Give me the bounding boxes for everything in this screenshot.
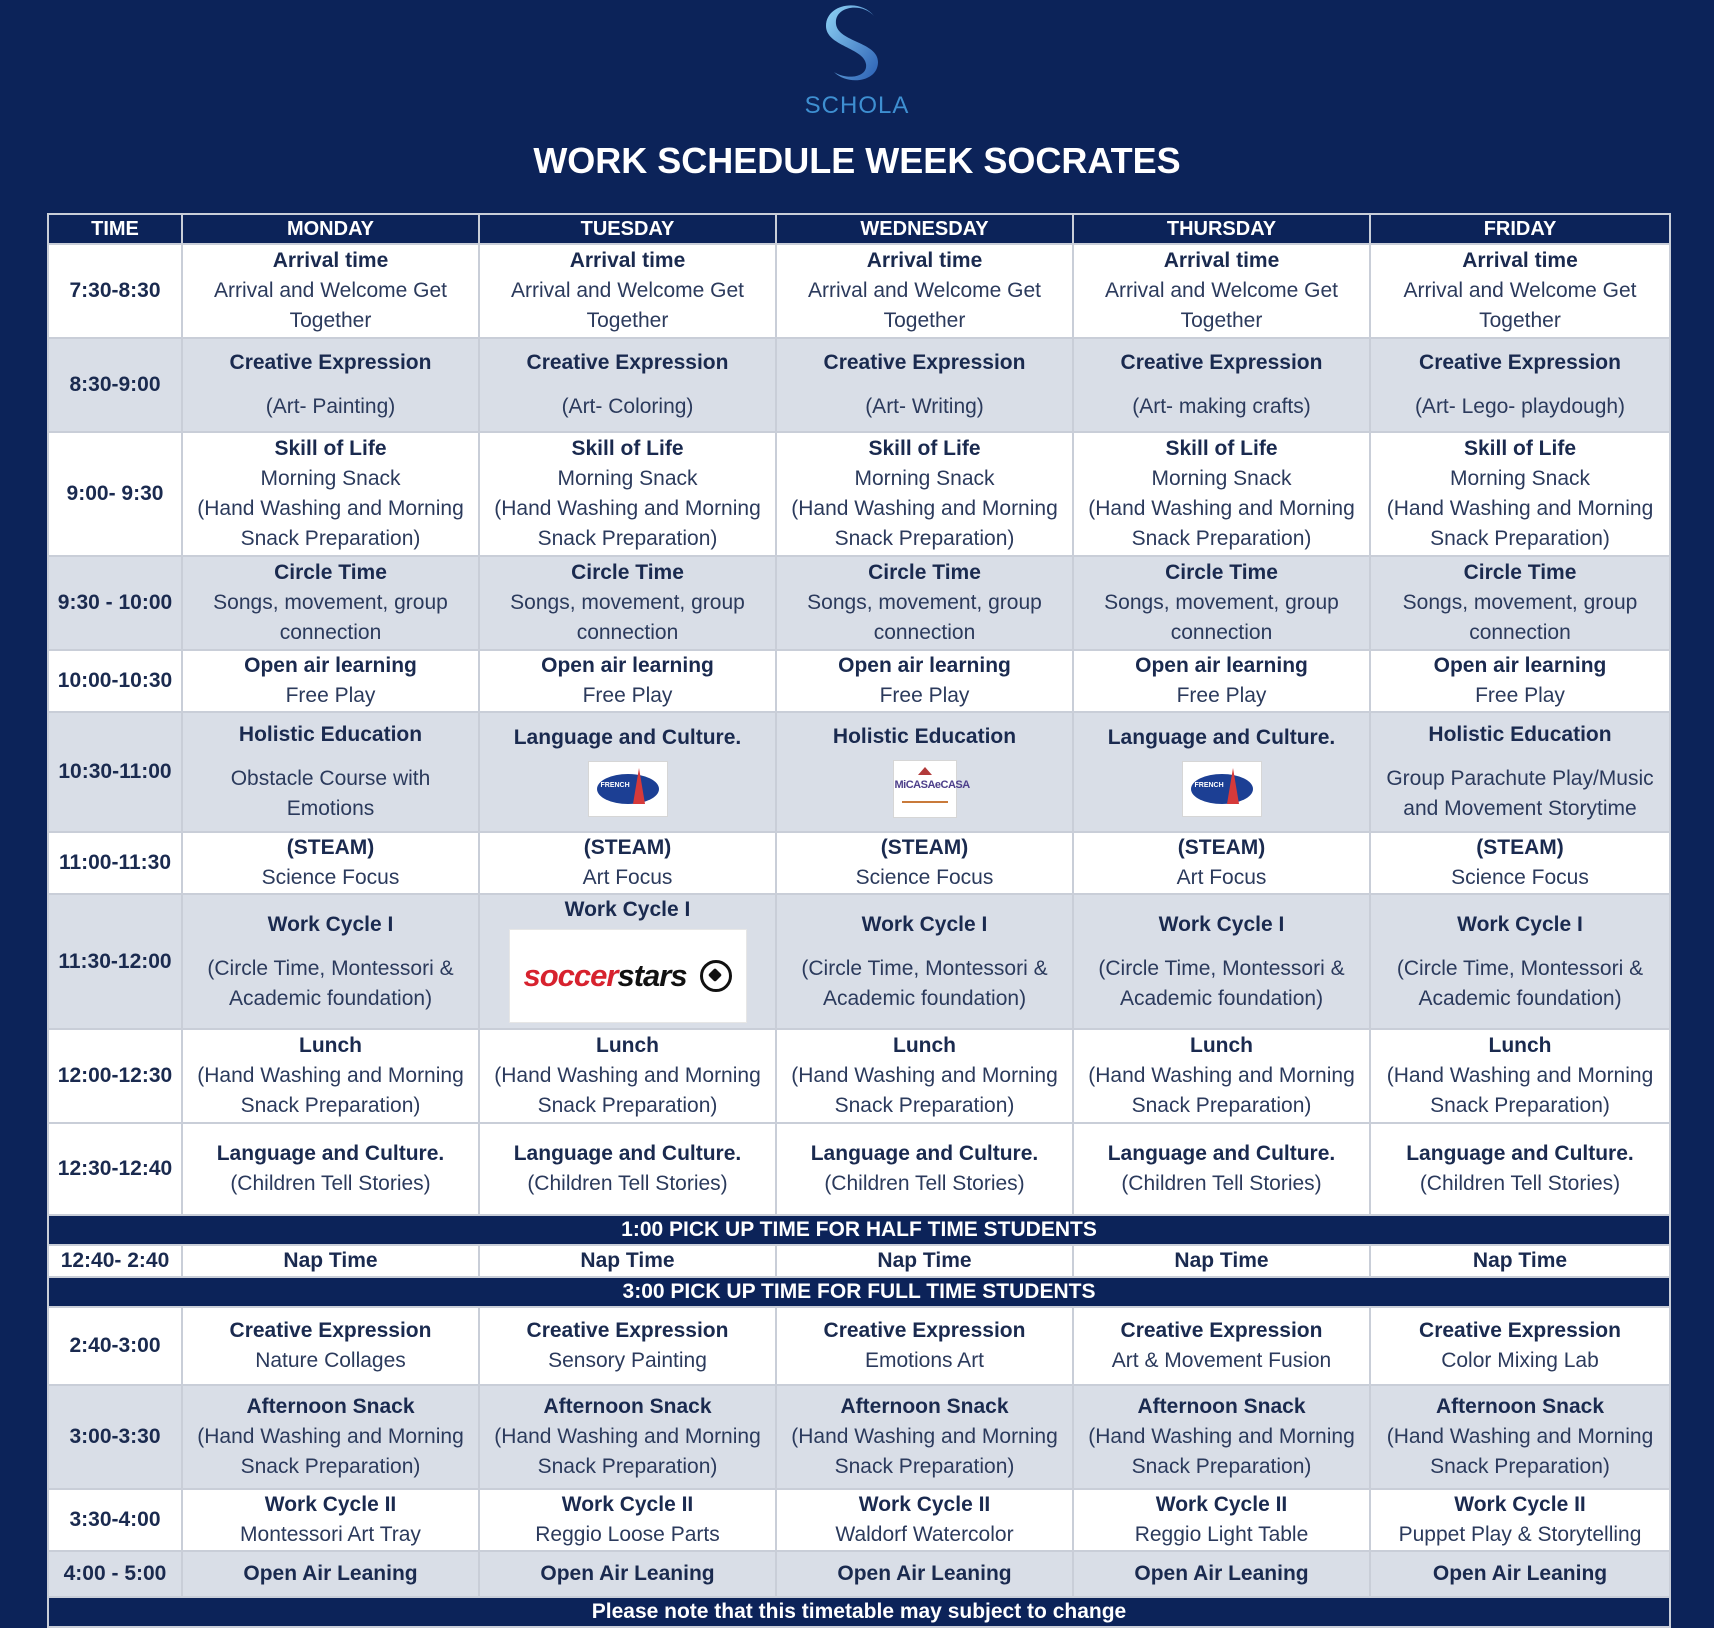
activity-detail: (Art- making crafts)	[1132, 395, 1311, 418]
activity-detail: Free Play	[879, 684, 970, 707]
activity-cell	[776, 832, 1073, 894]
activity-title: Language and Culture.	[513, 725, 742, 749]
activity-cell	[479, 244, 776, 338]
page-title: WORK SCHEDULE WEEK SOCRATES	[533, 140, 1181, 181]
activity-title: Circle Time	[274, 561, 387, 584]
activity-cell	[479, 712, 776, 832]
activity-cell	[1073, 1489, 1370, 1551]
header-tuesday: TUESDAY	[479, 214, 776, 244]
activity-detail: (Children Tell Stories)	[230, 1172, 431, 1195]
activity-cell	[1370, 244, 1670, 338]
activity-cell	[479, 1551, 776, 1597]
activity-cell	[1370, 1385, 1670, 1489]
activity-cell	[182, 1029, 479, 1123]
activity-detail: Reggio Light Table	[1134, 1523, 1309, 1546]
activity-title: Language and Culture.	[810, 1142, 1039, 1165]
activity-detail: Songs, movement, group connection	[1104, 591, 1339, 644]
activity-detail: Free Play	[582, 684, 673, 707]
footer-note: Please note that this timetable may subject to change	[48, 1597, 1670, 1627]
activity-title: Lunch	[299, 1034, 362, 1057]
activity-cell	[479, 1385, 776, 1489]
activity-title: Afternoon Snack	[840, 1395, 1009, 1418]
activity-detail: (Hand Washing and Morning Snack Preparation)	[1386, 1064, 1654, 1117]
activity-title: Creative Expression	[229, 1319, 432, 1342]
activity-detail: Art Focus	[582, 866, 673, 889]
activity-detail: (Art- Lego- playdough)	[1414, 395, 1626, 418]
activity-cell	[1073, 1307, 1370, 1385]
activity-detail: Reggio Loose Parts	[535, 1523, 720, 1546]
activity-cell	[776, 338, 1073, 432]
activity-cell	[1073, 338, 1370, 432]
activity-detail: Arrival and Welcome Get Together	[1403, 279, 1637, 332]
time-cell: 12:30-12:40	[48, 1123, 182, 1215]
time-cell: 7:30-8:30	[48, 244, 182, 338]
activity-cell	[182, 1123, 479, 1215]
table-row	[48, 1123, 1670, 1215]
activity-title: Work Cycle I	[861, 912, 988, 936]
soccerstars-logo-text-a: soccer	[523, 958, 618, 993]
micasa-logo-text: MiCASAeCASA	[894, 778, 970, 791]
activity-cell	[776, 1307, 1073, 1385]
activity-cell	[1370, 1307, 1670, 1385]
activity-detail: (Circle Time, Montessori & Academic foundation)	[1396, 956, 1644, 1010]
activity-detail: Songs, movement, group connection	[807, 591, 1042, 644]
activity-cell	[1073, 556, 1370, 650]
activity-title: Afternoon Snack	[246, 1395, 415, 1418]
activity-detail: Morning Snack	[260, 467, 401, 490]
activity-cell	[1073, 650, 1370, 712]
activity-title: Language and Culture.	[1107, 1142, 1336, 1165]
activity-cell	[479, 894, 776, 1029]
activity-title: Open Air Leaning	[1134, 1562, 1309, 1585]
activity-detail: Color Mixing Lab	[1441, 1349, 1599, 1372]
activity-title: (STEAM)	[880, 836, 969, 859]
activity-title: Language and Culture.	[513, 1142, 742, 1165]
activity-cell	[776, 1385, 1073, 1489]
activity-title: Open air learning	[1433, 654, 1607, 677]
activity-title: Circle Time	[1165, 561, 1278, 584]
activity-title: Creative Expression	[229, 351, 432, 374]
activity-cell	[1370, 894, 1670, 1029]
activity-detail: (Hand Washing and Morning Snack Preparation)	[791, 1425, 1058, 1478]
activity-cell	[1370, 432, 1670, 556]
french-logo-text: FRENCH	[1194, 781, 1224, 789]
activity-title: Nap Time	[1472, 1249, 1568, 1272]
activity-title: Lunch	[1488, 1034, 1552, 1057]
table-row	[48, 650, 1670, 712]
activity-title: Circle Time	[571, 561, 684, 584]
french-logo	[588, 761, 668, 817]
activity-detail: Songs, movement, group connection	[1402, 591, 1638, 644]
activity-cell	[1073, 894, 1370, 1029]
activity-detail: Art & Movement Fusion	[1111, 1349, 1332, 1372]
activity-detail: Songs, movement, group connection	[213, 591, 448, 644]
activity-title: Open Air Leaning	[243, 1562, 418, 1585]
table-row	[48, 1385, 1670, 1489]
time-cell: 2:40-3:00	[48, 1307, 182, 1385]
activity-title: (STEAM)	[583, 836, 672, 859]
activity-cell	[479, 1029, 776, 1123]
activity-title: Nap Time	[580, 1249, 675, 1272]
activity-title: Arrival time	[866, 249, 983, 272]
micasa-logo	[893, 760, 970, 818]
table-row	[48, 832, 1670, 894]
activity-title: Open Air Leaning	[1432, 1562, 1608, 1585]
activity-detail: Group Parachute Play/Music and Movement Storytime	[1386, 767, 1654, 820]
activity-cell	[1370, 1029, 1670, 1123]
activity-title: Creative Expression	[823, 351, 1026, 374]
full-time-pickup-banner	[48, 1277, 1670, 1307]
activity-cell	[182, 338, 479, 432]
activity-cell	[1370, 1123, 1670, 1215]
activity-cell	[182, 832, 479, 894]
activity-title: Arrival time	[1462, 249, 1578, 272]
activity-title: Creative Expression	[1120, 1319, 1323, 1342]
header-friday: FRIDAY	[1370, 214, 1670, 244]
activity-title: Nap Time	[877, 1249, 972, 1272]
activity-detail: Free Play	[1176, 684, 1267, 707]
activity-detail: (Hand Washing and Morning Snack Preparation)	[1088, 1064, 1355, 1117]
activity-title: Arrival time	[569, 249, 686, 272]
activity-title: Skill of Life	[571, 437, 684, 460]
activity-cell	[1370, 1245, 1670, 1277]
activity-title: Open air learning	[838, 654, 1011, 677]
activity-detail: (Circle Time, Montessori & Academic foundation)	[1098, 956, 1345, 1010]
activity-detail: Free Play	[285, 684, 376, 707]
activity-detail: (Circle Time, Montessori & Academic foundation)	[801, 956, 1048, 1010]
activity-detail: Puppet Play & Storytelling	[1398, 1523, 1642, 1546]
activity-detail: (Hand Washing and Morning Snack Preparation)	[1088, 1425, 1355, 1478]
schedule-table	[47, 213, 1671, 1628]
activity-cell	[1073, 1123, 1370, 1215]
half-time-pickup-banner	[48, 1215, 1670, 1245]
activity-cell	[776, 1551, 1073, 1597]
activity-detail: Waldorf Watercolor	[835, 1523, 1014, 1546]
activity-cell	[479, 556, 776, 650]
activity-detail: Arrival and Welcome Get Together	[807, 279, 1042, 332]
activity-cell	[479, 432, 776, 556]
activity-cell	[776, 650, 1073, 712]
activity-detail-extra: (Hand Washing and Morning Snack Preparation)	[1386, 497, 1654, 550]
soccerstars-logo-text-b: stars	[617, 958, 687, 993]
activity-detail: Morning Snack	[557, 467, 698, 490]
activity-cell	[479, 1307, 776, 1385]
activity-title: Holistic Education	[238, 723, 423, 746]
activity-cell	[776, 894, 1073, 1029]
activity-cell	[1073, 244, 1370, 338]
header-monday: MONDAY	[182, 214, 479, 244]
time-cell: 3:00-3:30	[48, 1385, 182, 1489]
activity-cell	[182, 712, 479, 832]
activity-cell	[776, 556, 1073, 650]
activity-cell	[776, 1029, 1073, 1123]
activity-title: Language and Culture.	[1107, 725, 1336, 749]
activity-detail: (Art- Painting)	[265, 395, 396, 418]
activity-title: Work Cycle II	[264, 1493, 397, 1516]
activity-detail: (Hand Washing and Morning Snack Preparation)	[791, 1064, 1058, 1117]
activity-detail: Arrival and Welcome Get Together	[213, 279, 448, 332]
activity-title: Creative Expression	[526, 351, 729, 374]
activity-detail: (Art- Coloring)	[561, 395, 694, 418]
activity-detail: Obstacle Course with Emotions	[230, 767, 431, 820]
table-row	[48, 556, 1670, 650]
activity-cell	[182, 1245, 479, 1277]
activity-title: Lunch	[1190, 1034, 1253, 1057]
activity-title: Work Cycle I	[564, 898, 691, 921]
activity-detail: (Hand Washing and Morning Snack Preparation)	[197, 1425, 464, 1478]
activity-cell	[1370, 650, 1670, 712]
activity-title: Open Air Leaning	[837, 1562, 1012, 1585]
activity-detail: (Children Tell Stories)	[1419, 1172, 1621, 1195]
activity-detail: Art Focus	[1176, 866, 1267, 889]
time-cell: 11:00-11:30	[48, 832, 182, 894]
activity-title: (STEAM)	[1177, 836, 1266, 859]
time-cell: 4:00 - 5:00	[48, 1551, 182, 1597]
activity-title: Circle Time	[868, 561, 981, 584]
activity-detail: (Art- Writing)	[865, 395, 984, 418]
activity-detail: (Children Tell Stories)	[824, 1172, 1025, 1195]
activity-cell	[182, 432, 479, 556]
activity-detail: (Hand Washing and Morning Snack Preparation)	[197, 1064, 464, 1117]
activity-title: Work Cycle II	[1155, 1493, 1288, 1516]
table-row	[48, 338, 1670, 432]
activity-title: Afternoon Snack	[1435, 1395, 1605, 1418]
activity-detail: Montessori Art Tray	[240, 1523, 421, 1546]
activity-title: Skill of Life	[1463, 437, 1576, 460]
activity-cell	[182, 1307, 479, 1385]
activity-title: Skill of Life	[868, 437, 981, 460]
activity-detail: (Hand Washing and Morning Snack Preparation)	[494, 1425, 761, 1478]
activity-cell	[1073, 432, 1370, 556]
activity-detail: (Children Tell Stories)	[527, 1172, 728, 1195]
table-row	[48, 894, 1670, 1029]
activity-title: Open air learning	[541, 654, 714, 677]
activity-title: Skill of Life	[1165, 437, 1278, 460]
activity-cell	[1370, 712, 1670, 832]
table-row	[48, 712, 1670, 832]
time-cell: 11:30-12:00	[48, 894, 182, 1029]
header-wednesday: WEDNESDAY	[776, 214, 1073, 244]
activity-cell	[1370, 1551, 1670, 1597]
header-thursday: THURSDAY	[1073, 214, 1370, 244]
activity-cell	[1073, 1385, 1370, 1489]
activity-cell	[182, 1385, 479, 1489]
brand-name: SCHOLA	[804, 92, 910, 119]
activity-cell	[182, 1551, 479, 1597]
french-logo	[1182, 761, 1262, 817]
activity-title: Arrival time	[272, 249, 389, 272]
activity-detail: (Circle Time, Montessori & Academic foundation)	[207, 956, 454, 1010]
activity-detail: (Hand Washing and Morning Snack Preparation)	[494, 1064, 761, 1117]
header-time: TIME	[48, 214, 182, 244]
schola-s-icon	[822, 2, 892, 94]
activity-detail-extra: (Hand Washing and Morning Snack Preparation)	[494, 497, 761, 550]
activity-cell	[182, 894, 479, 1029]
activity-title: Creative Expression	[1120, 351, 1323, 374]
activity-detail-extra: (Hand Washing and Morning Snack Preparation)	[1088, 497, 1355, 550]
activity-title: Language and Culture.	[1406, 1142, 1634, 1165]
table-row	[48, 244, 1670, 338]
activity-detail: Morning Snack	[854, 467, 995, 490]
activity-title: Work Cycle II	[561, 1493, 694, 1516]
activity-cell	[776, 712, 1073, 832]
activity-cell	[1073, 712, 1370, 832]
activity-cell	[776, 1123, 1073, 1215]
activity-cell	[479, 832, 776, 894]
activity-cell	[1370, 556, 1670, 650]
header-row	[48, 214, 1670, 244]
activity-detail: (Hand Washing and Morning Snack Preparation)	[1386, 1425, 1654, 1478]
activity-title: Creative Expression	[1419, 1319, 1621, 1342]
activity-title: (STEAM)	[286, 836, 375, 859]
activity-detail: Free Play	[1475, 684, 1565, 707]
activity-title: Creative Expression	[823, 1319, 1026, 1342]
activity-cell	[1370, 832, 1670, 894]
activity-detail: Emotions Art	[864, 1349, 985, 1372]
activity-title: Skill of Life	[274, 437, 387, 460]
table-row	[48, 1551, 1670, 1597]
nap-row	[48, 1245, 1670, 1277]
activity-detail: Arrival and Welcome Get Together	[510, 279, 745, 332]
activity-detail: Science Focus	[261, 866, 400, 889]
activity-title: Lunch	[893, 1034, 956, 1057]
activity-detail: Morning Snack	[1151, 467, 1292, 490]
activity-title: Work Cycle I	[267, 912, 394, 936]
activity-title: Arrival time	[1163, 249, 1280, 272]
activity-title: Work Cycle II	[1454, 1493, 1586, 1516]
activity-title: Work Cycle II	[858, 1493, 991, 1516]
activity-title: Nap Time	[283, 1249, 378, 1272]
activity-cell	[1073, 1551, 1370, 1597]
time-cell: 12:40- 2:40	[48, 1245, 182, 1277]
activity-title: Open Air Leaning	[540, 1562, 715, 1585]
activity-detail: Nature Collages	[255, 1349, 406, 1372]
activity-cell	[776, 244, 1073, 338]
activity-title: Nap Time	[1174, 1249, 1269, 1272]
time-cell: 10:30-11:00	[48, 712, 182, 832]
activity-detail: Science Focus	[855, 866, 994, 889]
activity-cell	[776, 1489, 1073, 1551]
activity-title: Language and Culture.	[216, 1142, 445, 1165]
activity-detail: (Children Tell Stories)	[1121, 1172, 1322, 1195]
activity-detail: Science Focus	[1451, 866, 1589, 889]
activity-detail-extra: (Hand Washing and Morning Snack Preparation)	[791, 497, 1058, 550]
activity-cell	[1073, 1029, 1370, 1123]
activity-detail: Morning Snack	[1449, 467, 1591, 490]
activity-cell	[776, 1245, 1073, 1277]
time-cell: 12:00-12:30	[48, 1029, 182, 1123]
time-cell: 3:30-4:00	[48, 1489, 182, 1551]
activity-title: Work Cycle I	[1158, 912, 1285, 936]
banner-text: 3:00 PICK UP TIME FOR FULL TIME STUDENTS	[48, 1277, 1670, 1307]
activity-cell	[1073, 1245, 1370, 1277]
activity-cell	[479, 338, 776, 432]
activity-cell	[182, 1489, 479, 1551]
activity-cell	[182, 244, 479, 338]
activity-title: Creative Expression	[1419, 351, 1621, 374]
table-row	[48, 1029, 1670, 1123]
time-cell: 8:30-9:00	[48, 338, 182, 432]
banner-text: 1:00 PICK UP TIME FOR HALF TIME STUDENTS	[48, 1215, 1670, 1245]
activity-cell	[479, 1489, 776, 1551]
activity-title: Open air learning	[244, 654, 417, 677]
table-row	[48, 1489, 1670, 1551]
activity-title: Holistic Education	[1428, 723, 1612, 746]
activity-title: Afternoon Snack	[1137, 1395, 1306, 1418]
activity-title: Afternoon Snack	[543, 1395, 712, 1418]
activity-title: Circle Time	[1463, 561, 1577, 584]
activity-title: Work Cycle I	[1457, 912, 1583, 936]
activity-detail-extra: (Hand Washing and Morning Snack Preparation)	[197, 497, 464, 550]
time-cell: 9:30 - 10:00	[48, 556, 182, 650]
soccerstars-logo	[509, 929, 747, 1023]
activity-title: Open air learning	[1135, 654, 1308, 677]
activity-cell	[479, 1123, 776, 1215]
activity-title: Lunch	[596, 1034, 659, 1057]
french-logo-text: FRENCH	[600, 781, 630, 789]
activity-title: Creative Expression	[526, 1319, 729, 1342]
activity-cell	[182, 650, 479, 712]
activity-cell	[1370, 338, 1670, 432]
activity-detail: Songs, movement, group connection	[510, 591, 745, 644]
activity-cell	[479, 650, 776, 712]
activity-detail: Sensory Painting	[548, 1349, 707, 1372]
soccer-ball-icon	[700, 960, 732, 992]
activity-cell	[182, 556, 479, 650]
activity-title: Holistic Education	[832, 724, 1017, 748]
activity-detail: Arrival and Welcome Get Together	[1104, 279, 1339, 332]
activity-cell	[479, 1245, 776, 1277]
activity-title: (STEAM)	[1476, 836, 1564, 859]
table-row	[48, 432, 1670, 556]
activity-cell	[1073, 832, 1370, 894]
time-cell: 10:00-10:30	[48, 650, 182, 712]
activity-cell	[776, 432, 1073, 556]
time-cell: 9:00- 9:30	[48, 432, 182, 556]
activity-cell	[1370, 1489, 1670, 1551]
table-row	[48, 1307, 1670, 1385]
